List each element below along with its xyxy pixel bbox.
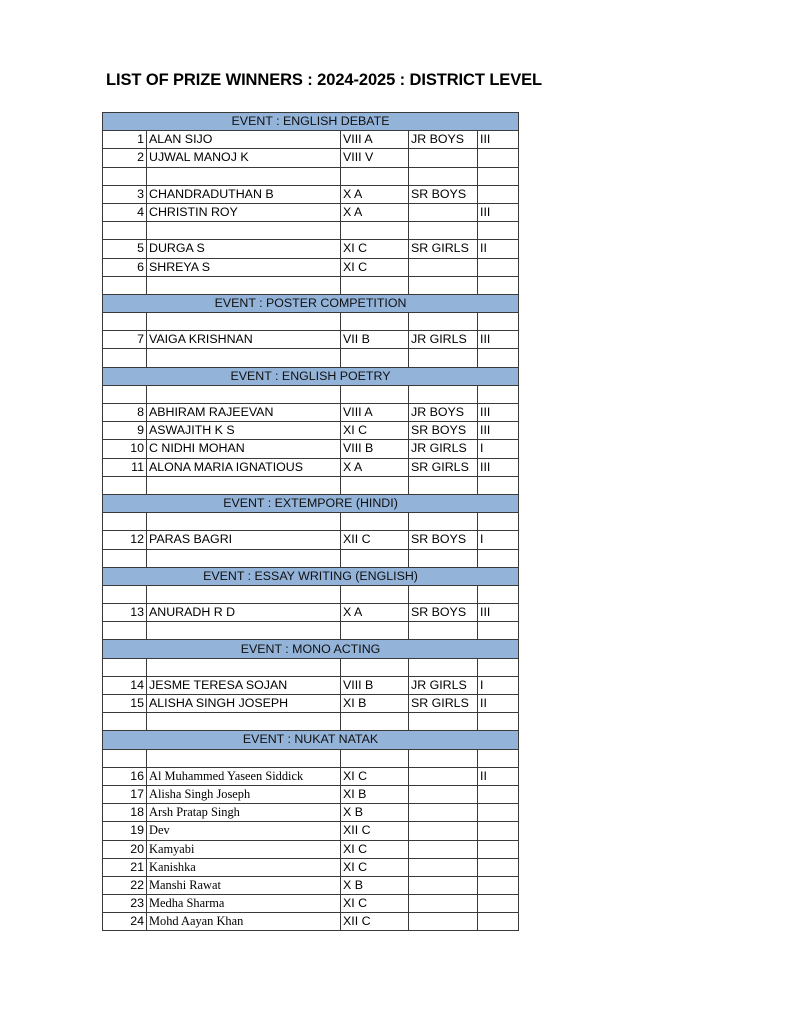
category-cell: [409, 785, 478, 803]
empty-cell: [147, 622, 341, 640]
blank-row: [103, 313, 519, 331]
position-cell: [478, 804, 519, 822]
category-cell: JR BOYS: [409, 131, 478, 149]
empty-cell: [478, 658, 519, 676]
category-cell: [409, 822, 478, 840]
winner-row: [103, 458, 519, 476]
empty-cell: [409, 658, 478, 676]
blank-row: [103, 713, 519, 731]
category-cell: [409, 840, 478, 858]
empty-cell: [409, 222, 478, 240]
position-cell: II: [478, 767, 519, 785]
student-name-cell: ALONA MARIA IGNATIOUS: [147, 458, 341, 476]
blank-row: [103, 749, 519, 767]
category-cell: [409, 258, 478, 276]
event-header: EVENT : MONO ACTING: [103, 640, 519, 658]
position-cell: [478, 822, 519, 840]
serial-number-cell: 2: [103, 149, 147, 167]
category-cell: [409, 895, 478, 913]
position-cell: [478, 895, 519, 913]
event-header-row: [103, 294, 519, 312]
empty-cell: [478, 476, 519, 494]
table-body: [103, 113, 519, 931]
class-cell: X A: [341, 185, 409, 203]
student-name-cell: Dev: [147, 822, 341, 840]
student-name-cell: Medha Sharma: [147, 895, 341, 913]
empty-cell: [409, 313, 478, 331]
category-cell: SR BOYS: [409, 422, 478, 440]
event-header: EVENT : EXTEMPORE (HINDI): [103, 494, 519, 512]
serial-number-cell: 10: [103, 440, 147, 458]
category-cell: JR GIRLS: [409, 676, 478, 694]
empty-cell: [147, 585, 341, 603]
category-cell: [409, 767, 478, 785]
position-cell: [478, 840, 519, 858]
position-cell: III: [478, 604, 519, 622]
position-cell: [478, 258, 519, 276]
winner-row: [103, 149, 519, 167]
serial-number-cell: 1: [103, 131, 147, 149]
serial-number-cell: 24: [103, 913, 147, 931]
serial-number-cell: 20: [103, 840, 147, 858]
student-name-cell: JESME TERESA SOJAN: [147, 676, 341, 694]
empty-cell: [478, 222, 519, 240]
event-header: EVENT : ENGLISH DEBATE: [103, 113, 519, 131]
winner-row: [103, 695, 519, 713]
event-header-row: [103, 731, 519, 749]
class-cell: X A: [341, 458, 409, 476]
empty-cell: [103, 513, 147, 531]
winner-row: [103, 804, 519, 822]
category-cell: [409, 203, 478, 221]
winner-row: [103, 240, 519, 258]
empty-cell: [478, 549, 519, 567]
event-header-row: [103, 113, 519, 131]
empty-cell: [341, 167, 409, 185]
event-header-row: [103, 367, 519, 385]
winner-row: [103, 604, 519, 622]
class-cell: XI C: [341, 767, 409, 785]
student-name-cell: ANURADH R D: [147, 604, 341, 622]
empty-cell: [103, 585, 147, 603]
winner-row: [103, 876, 519, 894]
serial-number-cell: 5: [103, 240, 147, 258]
category-cell: SR GIRLS: [409, 458, 478, 476]
winner-row: [103, 203, 519, 221]
empty-cell: [341, 385, 409, 403]
position-cell: [478, 185, 519, 203]
winner-row: [103, 404, 519, 422]
event-header-row: [103, 640, 519, 658]
empty-cell: [147, 749, 341, 767]
category-cell: JR BOYS: [409, 404, 478, 422]
position-cell: [478, 876, 519, 894]
class-cell: XII C: [341, 822, 409, 840]
class-cell: VIII B: [341, 440, 409, 458]
empty-cell: [147, 313, 341, 331]
class-cell: X A: [341, 604, 409, 622]
serial-number-cell: 7: [103, 331, 147, 349]
category-cell: [409, 149, 478, 167]
blank-row: [103, 585, 519, 603]
empty-cell: [478, 749, 519, 767]
position-cell: II: [478, 240, 519, 258]
blank-row: [103, 276, 519, 294]
student-name-cell: CHRISTIN ROY: [147, 203, 341, 221]
position-cell: III: [478, 203, 519, 221]
category-cell: JR GIRLS: [409, 440, 478, 458]
student-name-cell: PARAS BAGRI: [147, 531, 341, 549]
class-cell: VIII A: [341, 404, 409, 422]
category-cell: [409, 876, 478, 894]
class-cell: XII C: [341, 913, 409, 931]
empty-cell: [147, 476, 341, 494]
winner-row: [103, 822, 519, 840]
serial-number-cell: 14: [103, 676, 147, 694]
position-cell: [478, 149, 519, 167]
blank-row: [103, 167, 519, 185]
empty-cell: [478, 349, 519, 367]
position-cell: II: [478, 695, 519, 713]
position-cell: III: [478, 331, 519, 349]
class-cell: X B: [341, 804, 409, 822]
empty-cell: [147, 658, 341, 676]
empty-cell: [103, 222, 147, 240]
winner-row: [103, 676, 519, 694]
student-name-cell: CHANDRADUTHAN B: [147, 185, 341, 203]
empty-cell: [147, 276, 341, 294]
blank-row: [103, 658, 519, 676]
empty-cell: [409, 349, 478, 367]
class-cell: XI C: [341, 858, 409, 876]
class-cell: VII B: [341, 331, 409, 349]
empty-cell: [341, 349, 409, 367]
empty-cell: [409, 713, 478, 731]
winner-row: [103, 258, 519, 276]
page-title: LIST OF PRIZE WINNERS : 2024-2025 : DISTRICT LEVEL: [106, 71, 542, 89]
student-name-cell: Al Muhammed Yaseen Siddick: [147, 767, 341, 785]
student-name-cell: ALISHA SINGH JOSEPH: [147, 695, 341, 713]
serial-number-cell: 19: [103, 822, 147, 840]
serial-number-cell: 8: [103, 404, 147, 422]
position-cell: [478, 913, 519, 931]
prize-winners-table: [102, 112, 519, 931]
empty-cell: [409, 385, 478, 403]
empty-cell: [147, 385, 341, 403]
empty-cell: [478, 167, 519, 185]
empty-cell: [147, 713, 341, 731]
serial-number-cell: 23: [103, 895, 147, 913]
position-cell: [478, 785, 519, 803]
student-name-cell: C NIDHI MOHAN: [147, 440, 341, 458]
blank-row: [103, 622, 519, 640]
empty-cell: [409, 549, 478, 567]
category-cell: SR GIRLS: [409, 240, 478, 258]
class-cell: XI C: [341, 422, 409, 440]
empty-cell: [103, 276, 147, 294]
winner-row: [103, 785, 519, 803]
position-cell: III: [478, 131, 519, 149]
empty-cell: [409, 585, 478, 603]
winner-row: [103, 531, 519, 549]
category-cell: [409, 913, 478, 931]
empty-cell: [103, 713, 147, 731]
category-cell: [409, 858, 478, 876]
empty-cell: [341, 222, 409, 240]
empty-cell: [341, 549, 409, 567]
student-name-cell: Kanishka: [147, 858, 341, 876]
serial-number-cell: 15: [103, 695, 147, 713]
serial-number-cell: 16: [103, 767, 147, 785]
empty-cell: [147, 167, 341, 185]
empty-cell: [409, 622, 478, 640]
blank-row: [103, 349, 519, 367]
class-cell: XII C: [341, 531, 409, 549]
category-cell: SR BOYS: [409, 185, 478, 203]
position-cell: [478, 858, 519, 876]
empty-cell: [478, 513, 519, 531]
category-cell: JR GIRLS: [409, 331, 478, 349]
student-name-cell: Mohd Aayan Khan: [147, 913, 341, 931]
empty-cell: [147, 349, 341, 367]
class-cell: XI B: [341, 785, 409, 803]
serial-number-cell: 9: [103, 422, 147, 440]
class-cell: VIII B: [341, 676, 409, 694]
empty-cell: [478, 313, 519, 331]
event-header-row: [103, 567, 519, 585]
class-cell: XI C: [341, 840, 409, 858]
serial-number-cell: 17: [103, 785, 147, 803]
event-header: EVENT : ENGLISH POETRY: [103, 367, 519, 385]
empty-cell: [409, 476, 478, 494]
empty-cell: [103, 622, 147, 640]
empty-cell: [103, 749, 147, 767]
empty-cell: [103, 385, 147, 403]
position-cell: I: [478, 676, 519, 694]
category-cell: SR GIRLS: [409, 695, 478, 713]
class-cell: X B: [341, 876, 409, 894]
empty-cell: [103, 313, 147, 331]
serial-number-cell: 6: [103, 258, 147, 276]
student-name-cell: Arsh Pratap Singh: [147, 804, 341, 822]
event-header: EVENT : NUKAT NATAK: [103, 731, 519, 749]
empty-cell: [409, 167, 478, 185]
empty-cell: [341, 622, 409, 640]
serial-number-cell: 11: [103, 458, 147, 476]
student-name-cell: ALAN SIJO: [147, 131, 341, 149]
winner-row: [103, 895, 519, 913]
serial-number-cell: 22: [103, 876, 147, 894]
serial-number-cell: 4: [103, 203, 147, 221]
empty-cell: [478, 713, 519, 731]
empty-cell: [341, 476, 409, 494]
class-cell: XI C: [341, 258, 409, 276]
empty-cell: [103, 476, 147, 494]
event-header: EVENT : ESSAY WRITING (ENGLISH): [103, 567, 519, 585]
class-cell: XI C: [341, 240, 409, 258]
student-name-cell: VAIGA KRISHNAN: [147, 331, 341, 349]
winner-row: [103, 913, 519, 931]
empty-cell: [103, 549, 147, 567]
empty-cell: [103, 167, 147, 185]
empty-cell: [409, 276, 478, 294]
class-cell: XI B: [341, 695, 409, 713]
serial-number-cell: 3: [103, 185, 147, 203]
class-cell: XI C: [341, 895, 409, 913]
winner-row: [103, 185, 519, 203]
empty-cell: [341, 713, 409, 731]
student-name-cell: Kamyabi: [147, 840, 341, 858]
student-name-cell: DURGA S: [147, 240, 341, 258]
serial-number-cell: 18: [103, 804, 147, 822]
serial-number-cell: 13: [103, 604, 147, 622]
winner-row: [103, 440, 519, 458]
student-name-cell: UJWAL MANOJ K: [147, 149, 341, 167]
student-name-cell: SHREYA S: [147, 258, 341, 276]
student-name-cell: ASWAJITH K S: [147, 422, 341, 440]
empty-cell: [103, 349, 147, 367]
category-cell: SR BOYS: [409, 531, 478, 549]
position-cell: III: [478, 422, 519, 440]
blank-row: [103, 476, 519, 494]
empty-cell: [147, 549, 341, 567]
serial-number-cell: 21: [103, 858, 147, 876]
category-cell: [409, 804, 478, 822]
empty-cell: [341, 585, 409, 603]
empty-cell: [409, 513, 478, 531]
empty-cell: [341, 313, 409, 331]
class-cell: VIII V: [341, 149, 409, 167]
position-cell: I: [478, 531, 519, 549]
class-cell: VIII A: [341, 131, 409, 149]
winner-row: [103, 858, 519, 876]
winner-row: [103, 331, 519, 349]
empty-cell: [341, 276, 409, 294]
empty-cell: [478, 385, 519, 403]
event-header-row: [103, 494, 519, 512]
student-name-cell: ABHIRAM RAJEEVAN: [147, 404, 341, 422]
blank-row: [103, 549, 519, 567]
winner-row: [103, 422, 519, 440]
empty-cell: [341, 658, 409, 676]
class-cell: X A: [341, 203, 409, 221]
empty-cell: [341, 749, 409, 767]
winner-row: [103, 131, 519, 149]
serial-number-cell: 12: [103, 531, 147, 549]
blank-row: [103, 513, 519, 531]
position-cell: III: [478, 404, 519, 422]
position-cell: III: [478, 458, 519, 476]
empty-cell: [147, 222, 341, 240]
empty-cell: [478, 276, 519, 294]
position-cell: I: [478, 440, 519, 458]
category-cell: SR BOYS: [409, 604, 478, 622]
empty-cell: [478, 622, 519, 640]
student-name-cell: Manshi Rawat: [147, 876, 341, 894]
empty-cell: [409, 749, 478, 767]
event-header: EVENT : POSTER COMPETITION: [103, 294, 519, 312]
winner-row: [103, 767, 519, 785]
empty-cell: [103, 658, 147, 676]
empty-cell: [478, 585, 519, 603]
empty-cell: [341, 513, 409, 531]
blank-row: [103, 385, 519, 403]
empty-cell: [147, 513, 341, 531]
student-name-cell: Alisha Singh Joseph: [147, 785, 341, 803]
blank-row: [103, 222, 519, 240]
winner-row: [103, 840, 519, 858]
